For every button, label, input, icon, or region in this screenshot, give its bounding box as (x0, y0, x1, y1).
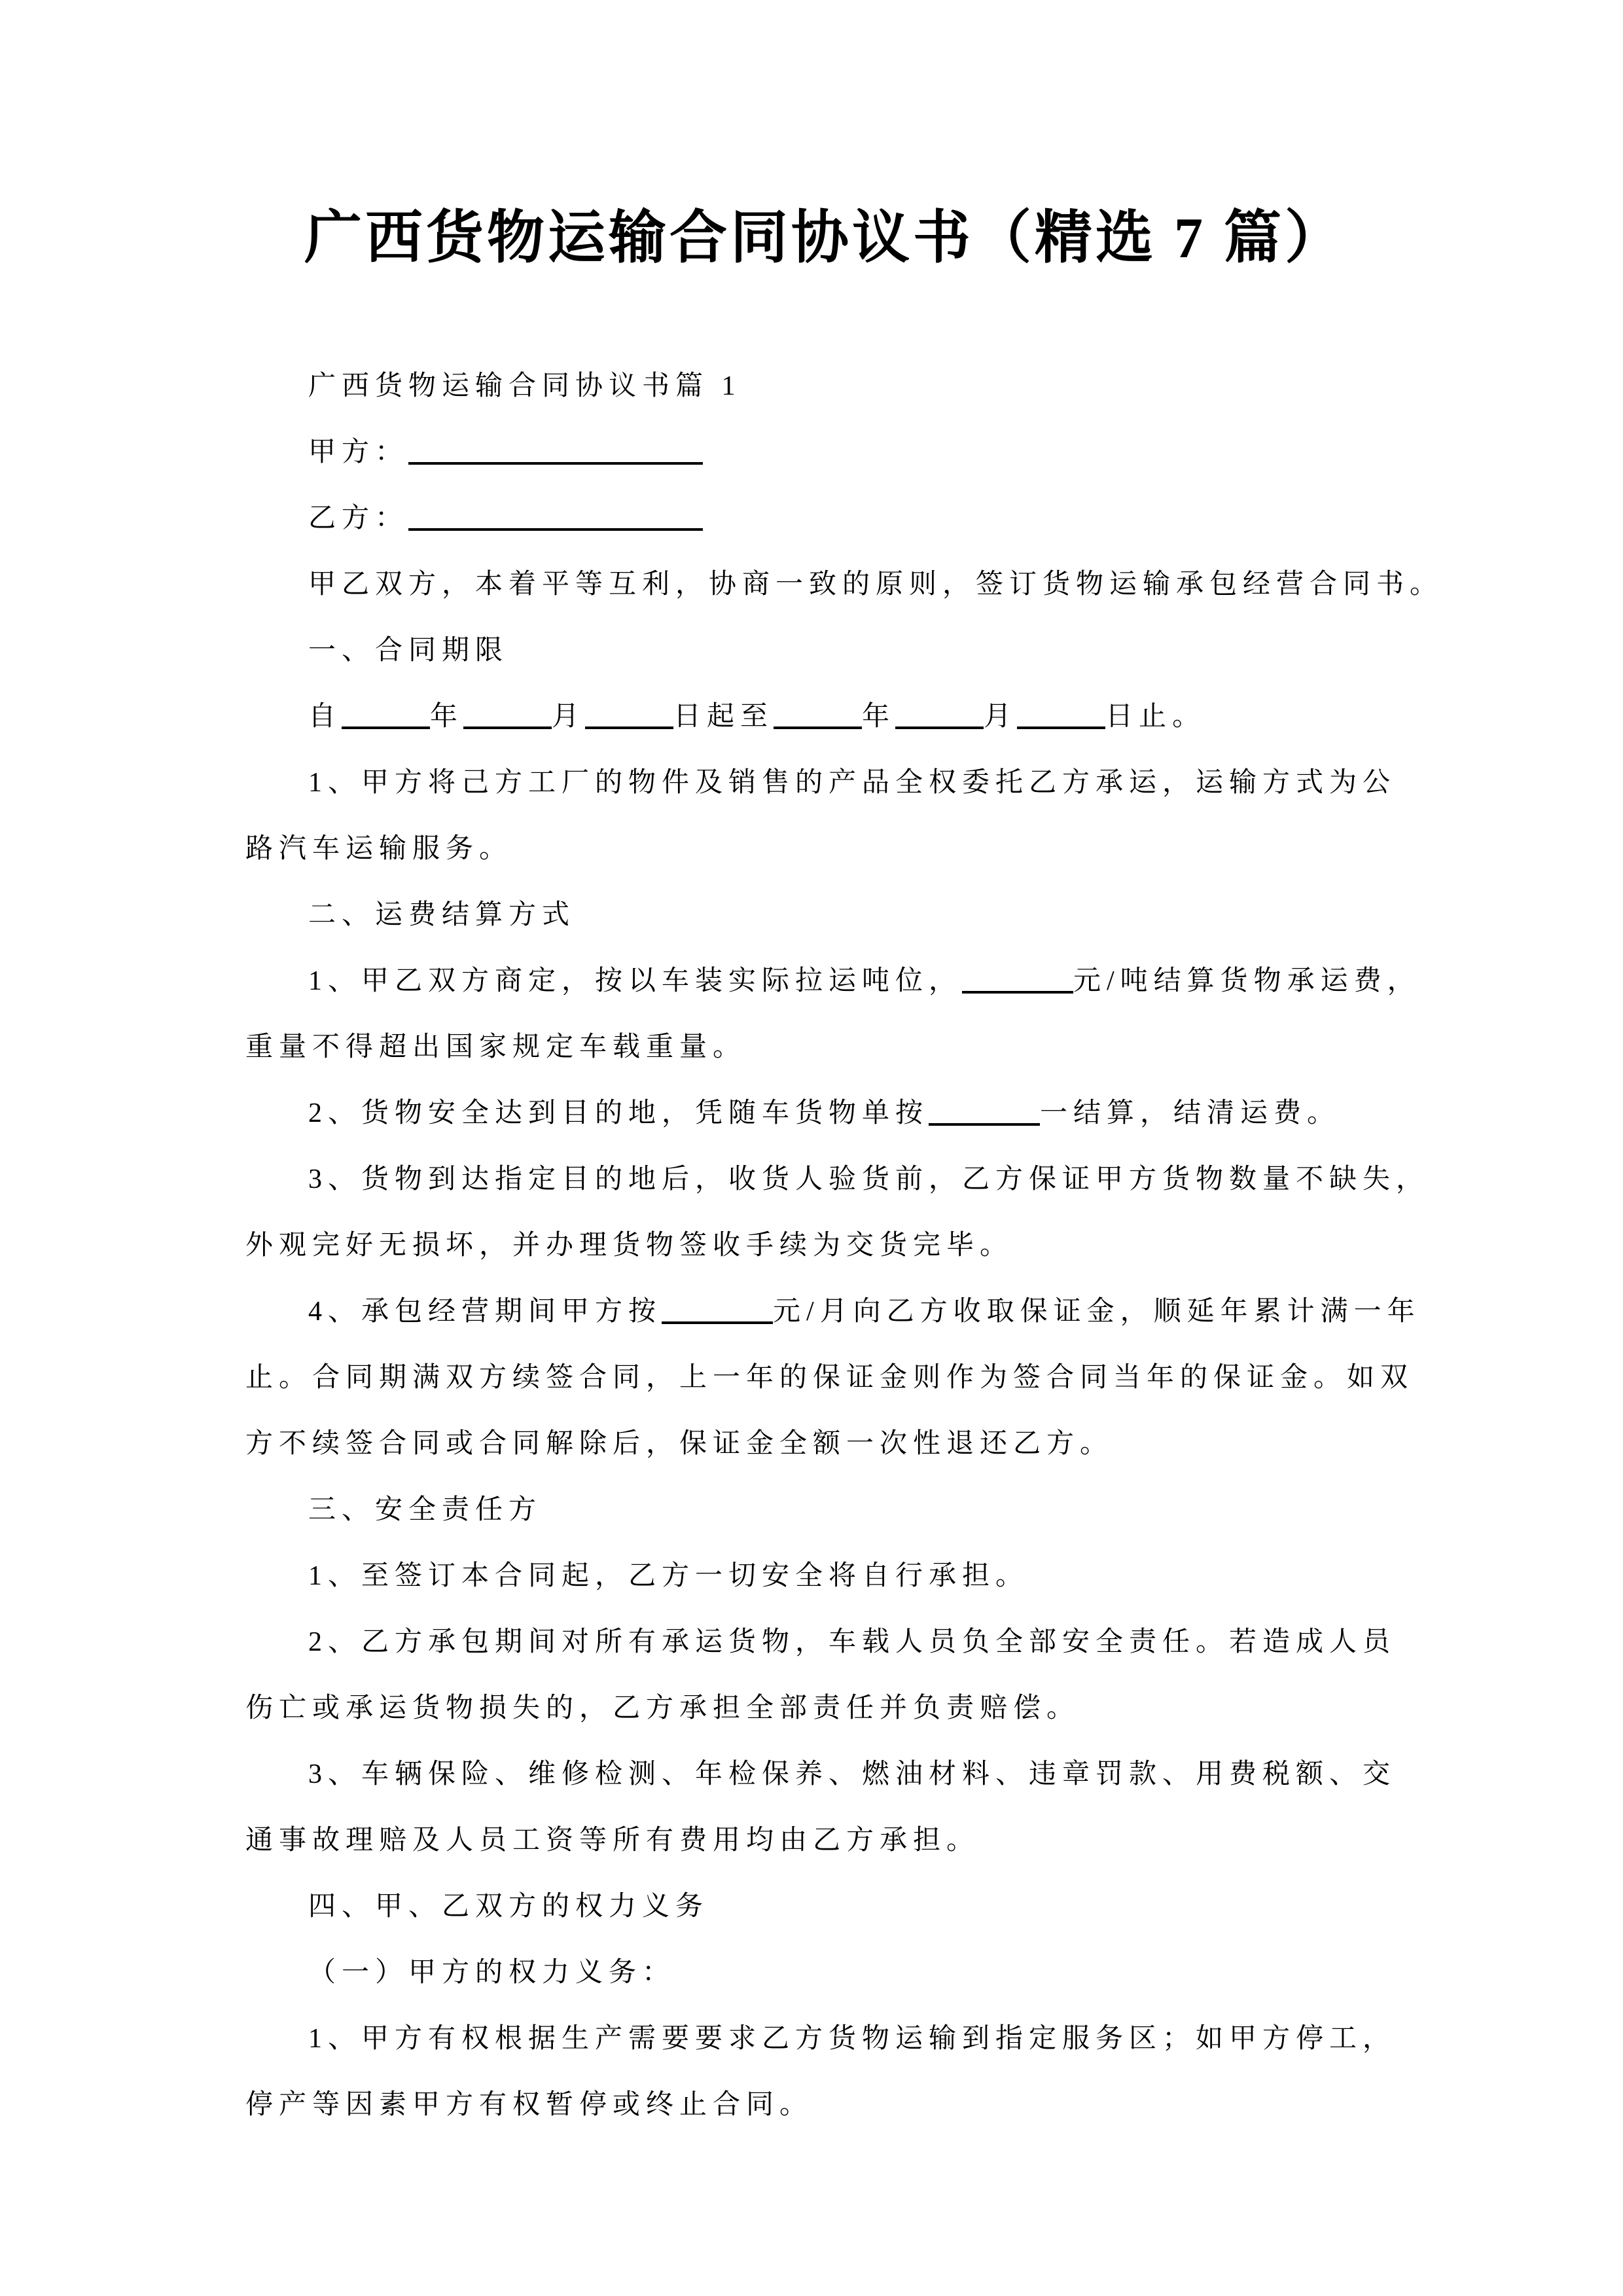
text-run: 重量不得超出国家规定车载重量。 (245, 1032, 747, 1062)
document-line (245, 816, 1417, 882)
text-run: 乙方： (308, 503, 409, 533)
document-line (245, 353, 1417, 420)
document-line (245, 750, 1417, 816)
document-line (245, 1676, 1417, 1742)
text-run: 2、乙方承包期间对所有承运货物，车载人员负全部安全责任。若造成人员 (308, 1627, 1397, 1657)
text-run: 止。合同期满双方续签合同，上一年的保证金则作为签合同当年的保证金。如双 (245, 1363, 1414, 1393)
text-run: 月 (552, 702, 586, 732)
document-line (245, 1014, 1417, 1081)
text-run: 伤亡或承运货物损失的，乙方承担全部责任并负责赔偿。 (245, 1693, 1080, 1723)
text-run: 日止。 (1105, 702, 1206, 732)
document-line (245, 2072, 1417, 2138)
text-run: （一）甲方的权力义务： (308, 1958, 676, 1988)
document-line (245, 1213, 1417, 1279)
document-line (245, 1940, 1417, 2006)
text-run: 年 (430, 702, 464, 732)
blank-field (895, 700, 984, 729)
text-run: 3、货物到达指定目的地后，收货人验货前，乙方保证甲方货物数量不缺失， (308, 1164, 1430, 1194)
blank-field (342, 700, 430, 729)
document-line (245, 948, 1421, 1014)
document-line (245, 1411, 1417, 1477)
text-run: 甲乙双方，本着平等互利，协商一致的原则，签订货物运输承包经营合同书。 (308, 569, 1444, 600)
document-line (245, 1543, 1417, 1609)
blank-field (463, 700, 552, 729)
document-line (245, 1477, 1417, 1543)
text-run: 外观完好无损坏，并办理货物签收手续为交货完毕。 (245, 1230, 1014, 1261)
blank-field (929, 1097, 1040, 1126)
document-line (245, 882, 1417, 948)
text-run: 二、运费结算方式 (308, 900, 576, 930)
text-run: 停产等因素甲方有权暂停或终止合同。 (245, 2090, 813, 2120)
text-run: 月 (984, 702, 1018, 732)
document-line (245, 684, 1417, 750)
text-run: 一、合同期限 (308, 636, 509, 666)
text-run: 1、甲方将己方工厂的物件及销售的产品全权委托乙方承运，运输方式为公 (308, 768, 1397, 798)
document-line (245, 420, 1417, 486)
text-run: 自 (308, 702, 342, 732)
document-line (245, 1147, 1430, 1213)
text-run: 1、甲方有权根据生产需要要求乙方货物运输到指定服务区；如甲方停工， (308, 2024, 1397, 2054)
text-run: 日起至 (673, 702, 774, 732)
document-line (245, 1081, 1417, 1147)
document-line (245, 552, 1444, 618)
document-line (245, 1345, 1417, 1411)
blank-field (408, 502, 703, 531)
text-run: 4、承包经营期间甲方按 (308, 1297, 662, 1327)
text-run: 方不续签合同或合同解除后，保证金全额一次性退还乙方。 (245, 1429, 1114, 1459)
document-line (245, 2006, 1417, 2072)
document-line (245, 618, 1417, 684)
text-run: 甲方： (308, 437, 409, 467)
blank-field (408, 436, 703, 465)
text-run: 一结算，结清运费。 (1040, 1098, 1341, 1128)
document-line (245, 486, 1417, 552)
document-line (245, 1808, 1417, 1874)
text-run: 路汽车运输服务。 (245, 834, 513, 864)
document-line (245, 1279, 1421, 1345)
text-run: 1、甲乙双方商定，按以车装实际拉运吨位， (308, 966, 963, 996)
text-run: 1、至签订本合同起，乙方一切安全将自行承担。 (308, 1561, 1029, 1591)
document-line (245, 1742, 1417, 1808)
text-run: 元/月向乙方收取保证金，顺延年累计满一年 (773, 1297, 1421, 1327)
text-run: 2、货物安全达到目的地，凭随车货物单按 (308, 1098, 929, 1128)
text-run: 四、甲、乙双方的权力义务 (308, 1892, 709, 1922)
text-run: 年 (862, 702, 896, 732)
blank-field (774, 700, 862, 729)
text-run: 广西货物运输合同协议书篇 1 (308, 371, 741, 401)
text-run: 3、车辆保险、维修检测、年检保养、燃油材料、违章罚款、用费税额、交 (308, 1759, 1397, 1789)
blank-field (1017, 700, 1105, 729)
blank-field (585, 700, 673, 729)
document-title: 广西货物运输合同协议书（精选 7 篇） (304, 207, 1346, 270)
text-run: 通事故理赔及人员工资等所有费用均由乙方承担。 (245, 1825, 980, 1856)
blank-field (662, 1295, 773, 1324)
document-line (245, 1609, 1417, 1676)
blank-field (962, 965, 1073, 994)
document-body (245, 353, 1444, 2138)
document-line (245, 1874, 1417, 1940)
text-run: 元/吨结算货物承运费， (1073, 966, 1421, 996)
text-run: 三、安全责任方 (308, 1495, 543, 1525)
